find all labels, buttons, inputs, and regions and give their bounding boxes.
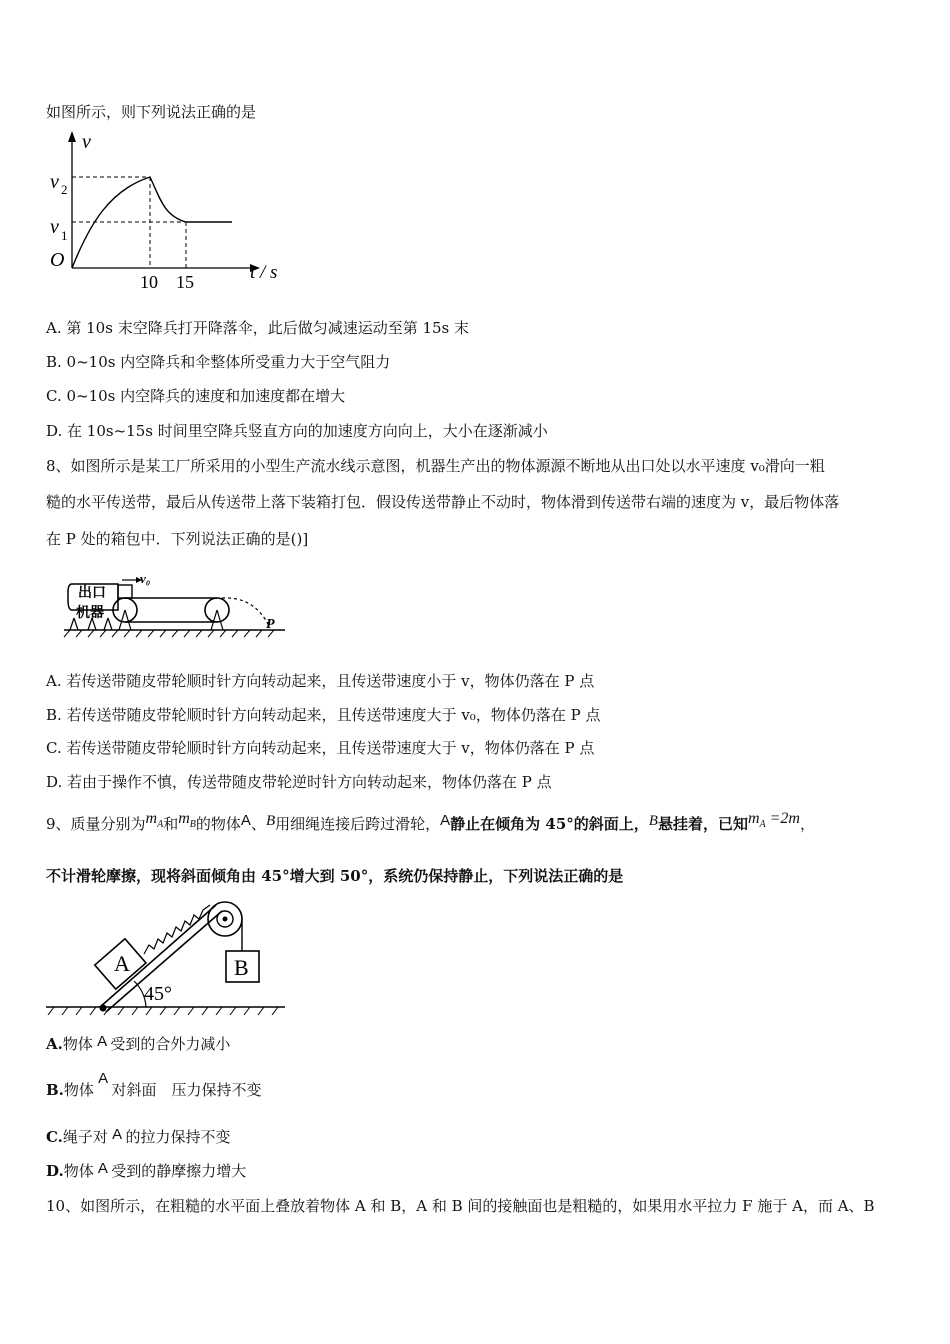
ground-hatching [64, 630, 274, 637]
v1-subscript: 1 [61, 228, 68, 243]
q9-mass-b: $m_B$ [178, 810, 196, 831]
q9-text-5: 用细绳连接后跨过滑轮， [275, 815, 441, 833]
q7-option-d: D. 在 10s~15s 时间里空降兵竖直方向的加速度方向向上，大小在逐渐减小 [46, 422, 548, 440]
q9-symbol-a1: A [240, 812, 251, 829]
origin-label: O [50, 249, 65, 271]
angle-label: 45° [144, 983, 172, 1005]
t15-label: 15 [176, 272, 194, 292]
q8-option-b: B. 若传送带随皮带轮顺时针方向转动起来，且传送带速度大于 v₀，物体仍落在 P 点 [46, 706, 601, 724]
q9-text-3: 的物体 [195, 815, 241, 833]
x-axis-label: t / s [250, 262, 278, 283]
q8-stem-line1: 8、如图所示是某工厂所采用的小型生产流水线示意图，机器生产出的物体源源不断地从出口处以水平速度 v₀滑向一粗 [46, 457, 825, 475]
q9-option-b: B.物体 A 对斜面 压力保持不变 [46, 1070, 262, 1099]
exit-label: 出口 [78, 586, 106, 601]
ground-hatching [48, 1007, 278, 1015]
v1-label: v [50, 216, 59, 238]
q9-option-d: D.物体 A 受到的静摩擦力增大 [46, 1160, 247, 1180]
v0-label: v₀ [140, 571, 151, 586]
q7-vt-graph [40, 128, 290, 293]
q9-symbol-b1: B [265, 813, 276, 829]
q8-stem-line3: 在 P 处的箱包中．下列说法正确的是()] [46, 530, 309, 548]
pulley-axle [223, 917, 228, 922]
q9-option-a: A.物体 A 受到的合外力减小 [46, 1033, 231, 1053]
block-a-label: A [114, 951, 130, 976]
q9-text-1: 9、质量分别为 [46, 815, 146, 833]
p-label: P [266, 617, 275, 632]
q10-stem: 10、如图所示，在粗糙的水平面上叠放着物体 A 和 B，A 和 B 间的接触面也是粗糙的，如果用水平拉力 F 施于 A，而 A、B [46, 1197, 875, 1215]
q7-stem: 如图所示，则下列说法正确的是 [46, 103, 257, 121]
q9-symbol-b2: B [648, 813, 658, 829]
q7-option-a: A. 第 10s 末空降兵打开降落伞，此后做匀减速运动至第 15s 末 [46, 319, 470, 337]
q9-text-4: 、 [250, 815, 266, 833]
q7-option-b: B. 0~10s 内空降兵和伞整体所受重力大于空气阻力 [46, 353, 391, 371]
block-b-label: B [234, 955, 249, 980]
v2-label: v [50, 171, 59, 193]
q9-symbol-a2: A [440, 812, 451, 829]
q8-stem-line2: 糙的水平传送带，最后从传送带上落下装箱打包．假设传送带静止不动时，物体滑到传送带右端的速度为 v，最后物体落 [46, 493, 840, 511]
q8-option-d: D. 若由于操作不慎，传送带随皮带轮逆时针方向转动起来，物体仍落在 P 点 [46, 773, 552, 791]
q8-conveyor-figure [60, 570, 290, 645]
q9-stem-line2: 不计滑轮摩擦，现将斜面倾角由 45°增大到 50°，系统仍保持静止，下列说法正确的是 [46, 867, 624, 885]
q9-text-8: ， [799, 815, 815, 833]
q8-option-c: C. 若传送带随皮带轮顺时针方向转动起来，且传送带速度大于 v，物体仍落在 P 点 [46, 739, 595, 757]
q9-mass-relation: $m_A =2m$ [747, 810, 800, 831]
q7-option-c: C. 0~10s 内空降兵的速度和加速度都在增大 [46, 387, 346, 405]
block-a [95, 939, 146, 989]
y-axis-label: v [82, 131, 91, 153]
object-block [118, 585, 132, 598]
v2-subscript: 2 [61, 182, 68, 197]
q8-option-a: A. 若传送带随皮带轮顺时针方向转动起来，且传送带速度小于 v，物体仍落在 P 点 [46, 672, 595, 690]
q9-text-2: 和 [163, 815, 179, 833]
machine-label: 机器 [76, 606, 104, 621]
t10-label: 10 [140, 272, 158, 292]
q9-stem-line1 [46, 810, 815, 841]
q9-incline-figure [40, 895, 290, 1025]
incline-hinge [100, 1005, 107, 1012]
q9-mass-a: $m_A$ [145, 810, 164, 831]
q9-option-c: C.绳子对 A 的拉力保持不变 [46, 1126, 231, 1146]
y-axis-arrow [68, 131, 76, 142]
q9-text-6: 静止在倾角为 45°的斜面上， [450, 815, 649, 833]
q9-text-7: 悬挂着，已知 [657, 815, 748, 833]
